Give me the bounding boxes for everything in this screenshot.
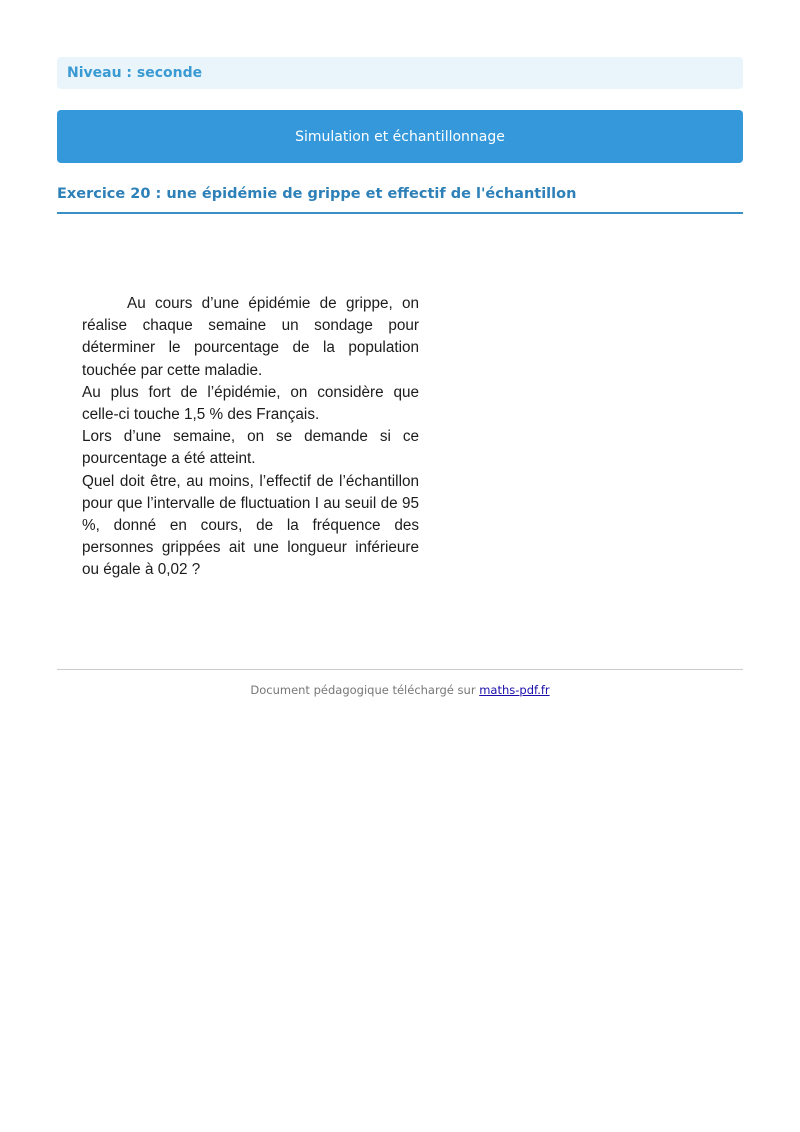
footer-divider xyxy=(57,669,743,670)
exercise-paragraph: Lors d’une semaine, on se demande si ce pourcentage a été atteint. xyxy=(82,428,419,468)
exercise-statement xyxy=(82,293,419,582)
exercise-paragraph: Au plus fort de l’épidémie, on considère que celle-ci touche 1,5 % des Français. xyxy=(82,383,419,424)
exercise-paragraph: Au cours d’une épidémie de grippe, on réalise chaque semaine un sondage pour déterminer le pourcentage de la population touchée par cette maladie. xyxy=(82,295,419,379)
exercise-paragraph: Quel doit être, au moins, l’effectif de l’échantillon pour que l’intervalle de fluctuation I au seuil de 95 %, donné en cours, de la fréquence des personnes grippées ait une longueur inférieure ou égale à 0,02 ? xyxy=(82,472,419,579)
footer xyxy=(57,683,743,697)
chapter-title: Simulation et échantillonnage xyxy=(295,128,505,145)
level-label: Niveau : seconde xyxy=(67,65,203,81)
level-bar xyxy=(57,57,743,89)
chapter-banner xyxy=(57,110,743,163)
footer-site-link[interactable]: maths-pdf.fr xyxy=(479,683,550,697)
exercise-title: Exercice 20 : une épidémie de grippe et effectif de l'échantillon xyxy=(57,184,743,214)
footer-text: Document pédagogique téléchargé sur xyxy=(250,683,480,697)
